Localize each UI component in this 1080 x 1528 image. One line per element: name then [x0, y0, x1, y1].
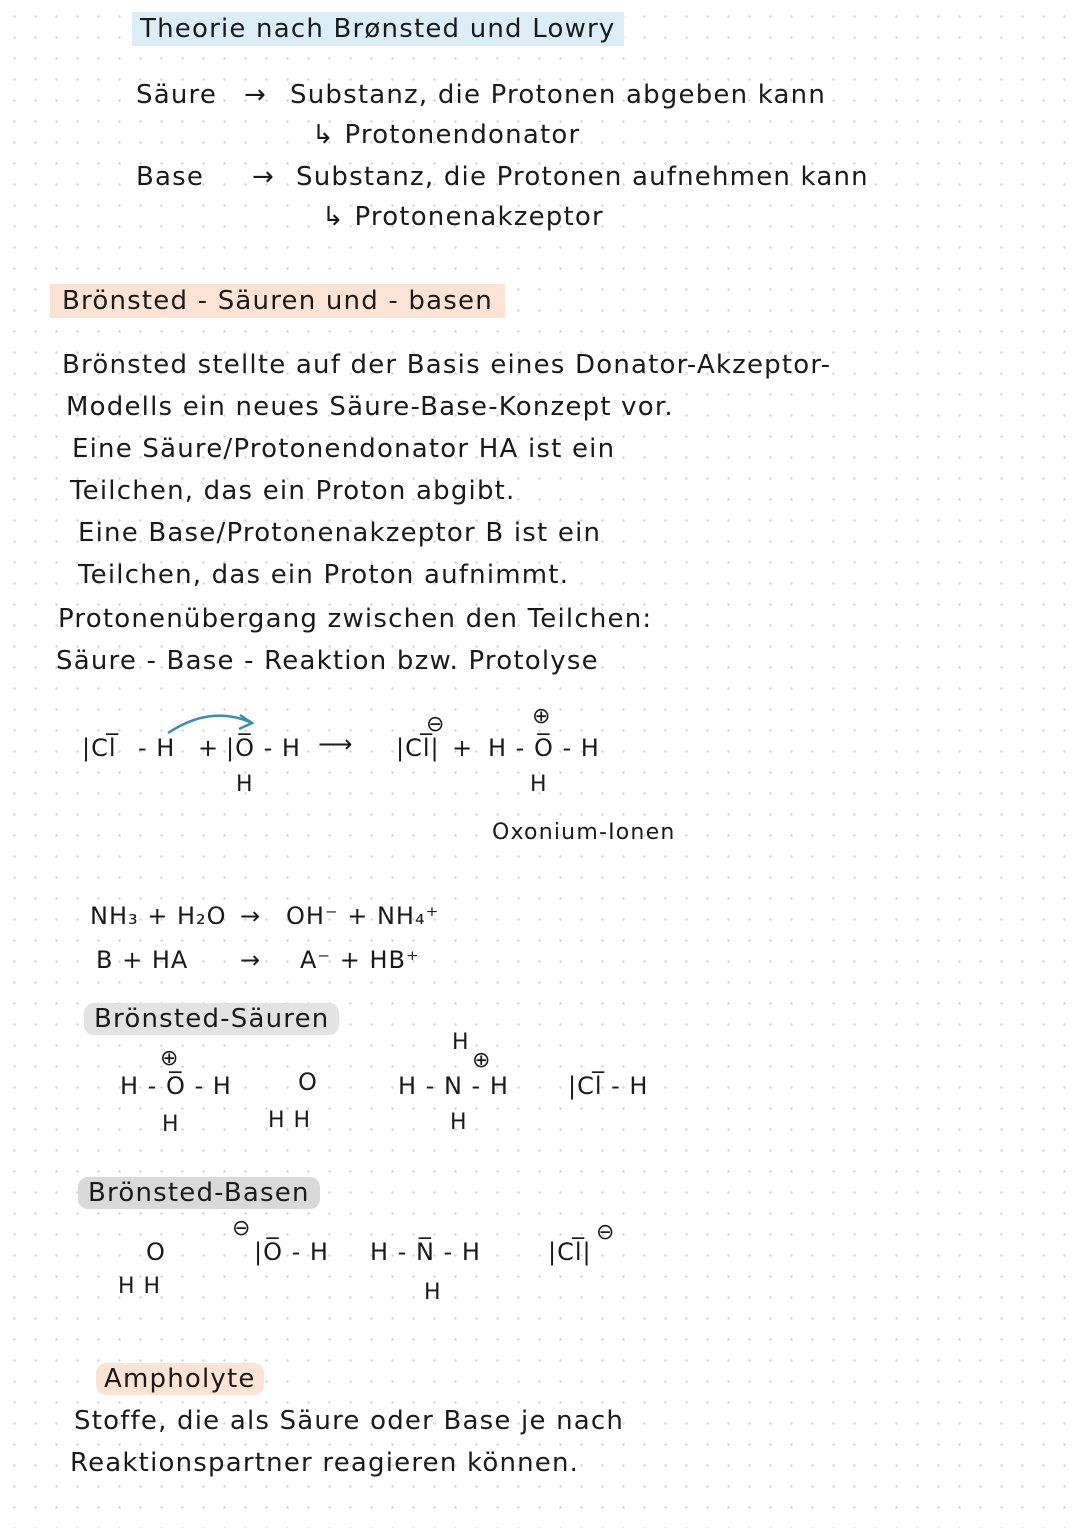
base-hydroxide: |O̅ - H — [254, 1238, 329, 1266]
definition-acid-term: Säure — [136, 80, 218, 110]
arrow-icon: → — [252, 162, 275, 192]
text-line: Säure - Base - Reaktion bzw. Protolyse — [56, 646, 599, 676]
base-ammonia: H - N̅ - H — [370, 1238, 481, 1266]
page-title: Theorie nach Brønsted und Lowry — [132, 14, 624, 44]
bases-heading: Brönsted-Basen — [78, 1178, 320, 1208]
text-line: Modells ein neues Säure-Base-Konzept vor. — [66, 392, 674, 422]
negative-charge-icon: ⊖ — [232, 1216, 251, 1241]
text-line: Teilchen, das ein Proton abgibt. — [70, 476, 516, 506]
chem-water: |O̅ - H — [226, 734, 301, 762]
acid-ammonium-bottom-h: H — [450, 1110, 468, 1135]
arrow-icon: → — [244, 80, 267, 110]
equation-left: NH₃ + H₂O — [90, 902, 227, 930]
definition-base-sub: ↳ Protonenakzeptor — [322, 202, 604, 232]
base-water: O — [146, 1238, 166, 1266]
negative-charge-icon: ⊖ — [596, 1220, 615, 1245]
ampholyte-heading: Ampholyte — [96, 1364, 264, 1394]
chem-cl: |Cl̅ — [82, 734, 117, 762]
text-line: Eine Säure/Protonendonator HA ist ein — [72, 434, 616, 464]
acid-water: O — [298, 1068, 318, 1096]
oxonium-label: Oxonium-Ionen — [492, 820, 676, 845]
ampholyte-line: Stoffe, die als Säure oder Base je nach — [74, 1406, 625, 1436]
acid-water-h: H H — [268, 1108, 312, 1133]
chem-water-h: H — [236, 772, 254, 797]
equation-right: A⁻ + HB⁺ — [300, 946, 420, 974]
base-chloride: |Cl̅| — [548, 1238, 592, 1266]
positive-charge-icon: ⊕ — [472, 1048, 491, 1073]
text-line: Protonenübergang zwischen den Teilchen: — [58, 604, 653, 634]
negative-charge-icon: ⊖ — [426, 712, 445, 737]
definition-base-text: Substanz, die Protonen aufnehmen kann — [296, 162, 869, 192]
arrow-icon: → — [240, 946, 262, 974]
arrow-icon: → — [240, 902, 262, 930]
acid-oxonium: H - O̅ - H — [120, 1072, 232, 1100]
section-heading: Brönsted - Säuren und - basen — [50, 286, 505, 316]
equation-left: B + HA — [96, 946, 189, 974]
chem-bond: - H — [138, 734, 176, 762]
acid-hcl: |Cl̅ - H — [568, 1072, 649, 1100]
base-water-h: H H — [118, 1274, 162, 1299]
text-line: Eine Base/Protonenakzeptor B ist ein — [78, 518, 602, 548]
ampholyte-line: Reaktionspartner reagieren können. — [70, 1448, 580, 1478]
base-ammonia-h: H — [424, 1280, 442, 1305]
reaction-arrow-icon: ⟶ — [318, 730, 354, 758]
chem-oxonium-h: H — [530, 772, 548, 797]
definition-base-term: Base — [136, 162, 205, 192]
text-line: Brönsted stellte auf der Basis eines Donator-Akzeptor- — [62, 350, 832, 380]
text-line: Teilchen, das ein Proton aufnimmt. — [78, 560, 570, 590]
acid-ammonium: H - N - H — [398, 1072, 509, 1100]
definition-acid-sub: ↳ Protonendonator — [312, 120, 581, 150]
positive-charge-icon: ⊕ — [160, 1046, 179, 1071]
acid-ammonium-top-h: H — [452, 1030, 470, 1055]
chem-plus: + — [452, 734, 474, 762]
equation-right: OH⁻ + NH₄⁺ — [286, 902, 440, 930]
acids-heading: Brönsted-Säuren — [84, 1004, 339, 1034]
definition-acid-text: Substanz, die Protonen abgeben kann — [290, 80, 827, 110]
positive-charge-icon: ⊕ — [532, 704, 551, 729]
chem-plus: + — [198, 734, 220, 762]
chem-oxonium: H - O̅ - H — [488, 734, 600, 762]
chem-chloride: |Cl̅| — [396, 734, 440, 762]
acid-oxonium-h: H — [162, 1112, 180, 1137]
